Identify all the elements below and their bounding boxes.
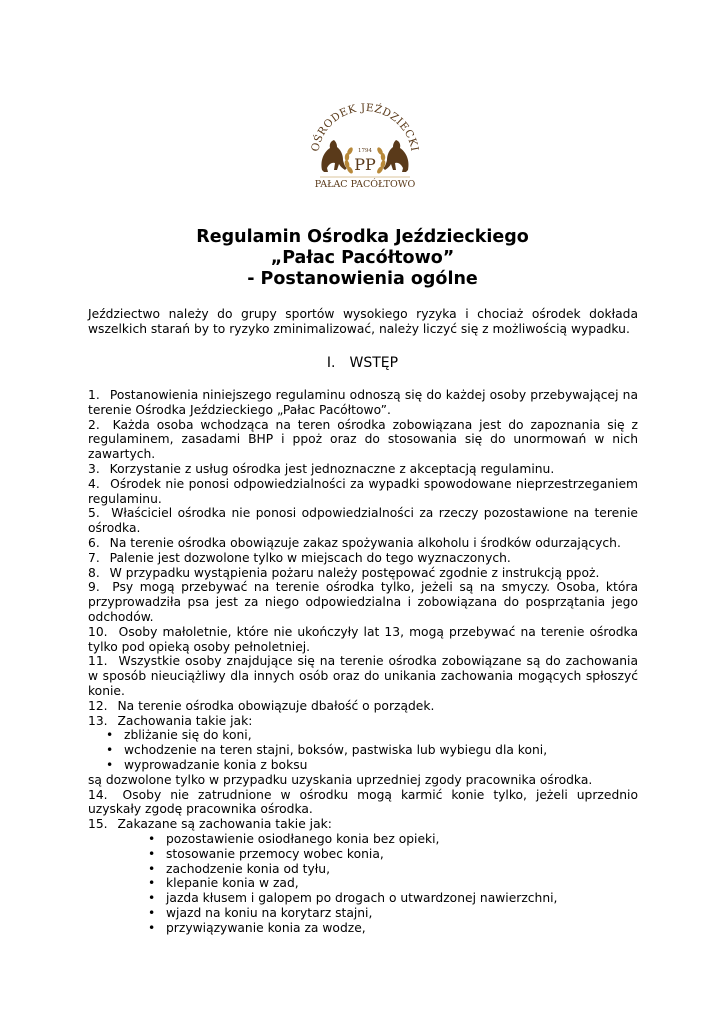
rule-item	[88, 506, 638, 536]
rule-item	[88, 566, 638, 581]
rule-item	[88, 418, 638, 462]
rule-number: 12.	[88, 698, 108, 713]
title-line-1: Regulamin Ośrodka Jeździeckiego	[196, 227, 529, 247]
rule-number: 15.	[88, 817, 108, 832]
rule-number: 8.	[88, 565, 100, 580]
rule-text: Osoby nie zatrudnione w ośrodku mogą karmić konie tylko, jeżeli uprzednio uzyskały zgodę pracownika ośrodka.	[88, 787, 638, 817]
rule-number: 13.	[88, 713, 108, 728]
section-title: WSTĘP	[349, 355, 399, 371]
logo-year: 1794	[358, 148, 372, 154]
list-item: • klepanie konia w zad,	[148, 876, 638, 891]
rule-item-13	[88, 714, 638, 729]
list-item: • stosowanie przemocy wobec konia,	[148, 847, 638, 862]
rule-text: Właściciel ośrodka nie ponosi odpowiedzialności za rzeczy pozostawione na terenie ośrodka.	[88, 506, 638, 536]
list-item: • jazda kłusem i galopem po drogach o utwardzonej nawierzchni,	[148, 891, 638, 906]
title-line-3: - Postanowienia ogólne	[247, 269, 478, 289]
rule-text: Na terenie ośrodka obowiązuje dbałość o porządek.	[117, 698, 435, 713]
rule-13-after: są dozwolone tylko w przypadku uzyskania uprzedniej zgody pracownika ośrodka.	[88, 772, 593, 787]
rule-text: Na terenie ośrodka obowiązuje zakaz spożywania alkoholu i środków odurzających.	[109, 535, 621, 550]
rule-item	[88, 580, 638, 624]
rule-item	[88, 699, 638, 714]
rule-item	[88, 462, 638, 477]
rule-15-bullets	[148, 832, 638, 936]
rule-text: Osoby małoletnie, które nie ukończyły lat 13, mogą przebywać na terenie ośrodka tylko pod opieką osoby pełnoletniej.	[88, 624, 638, 654]
logo-arc-text: OŚRODEK JEŹDZIECKI	[309, 101, 421, 153]
rule-text: Ośrodek nie ponosi odpowiedzialności za wypadki spowodowane nieprzestrzeganiem regulaminu.	[88, 476, 638, 506]
rule-text: Wszystkie osoby znajdujące się na terenie ośrodka zobowiązane są do zachowania w sposób nieuciążliwy dla innych osób oraz do unikania zachowania mogących spłoszyć konie.	[88, 654, 638, 698]
rule-item	[88, 536, 638, 551]
rule-number: 11.	[88, 654, 108, 669]
section-number: I.	[326, 355, 336, 371]
rule-text: Psy mogą przebywać na terenie ośrodka tylko, jeżeli są na smyczy. Osoba, która przyprowadziła psa jest za niego odpowiedzialna i zobowiązana do posprzątania jego odchodów.	[88, 580, 638, 624]
rule-number: 4.	[88, 476, 100, 491]
rule-number: 14.	[88, 787, 108, 802]
rule-item	[88, 388, 638, 418]
rule-number: 2.	[88, 417, 100, 432]
rule-number: 10.	[88, 624, 108, 639]
document-title	[0, 227, 725, 290]
rule-number: 1.	[88, 388, 100, 402]
rule-number: 9.	[88, 580, 100, 595]
rule-number: 7.	[88, 550, 100, 565]
list-item: • wjazd na koniu na korytarz stajni,	[148, 906, 638, 921]
horse-emblem-icon	[300, 100, 430, 195]
rule-item-14	[88, 788, 638, 818]
logo	[300, 100, 430, 195]
rule-number: 3.	[88, 461, 100, 476]
logo-monogram: PP	[354, 155, 376, 174]
list-item: • pozostawienie osiodłanego konia bez opieki,	[148, 832, 638, 847]
rule-number: 5.	[88, 506, 100, 521]
rule-number: 6.	[88, 535, 100, 550]
rule-13-bullets	[106, 728, 638, 772]
section-heading	[0, 356, 725, 371]
svg-text:OŚRODEK JEŹDZIECKI	[309, 101, 420, 153]
list-item: • wyprowadzanie konia z boksu	[106, 758, 638, 773]
rule-item	[88, 551, 638, 566]
intro-paragraph: Jeździectwo należy do grupy sportów wysokiego ryzyka i chociaż ośrodek dokłada wszelkich starań by to ryzyko zminimalizować, należy liczyć się z możliwością wypadku.	[88, 307, 638, 336]
rule-text: Zachowania takie jak:	[117, 713, 253, 728]
rule-text: Każda osoba wchodząca na teren ośrodka zobowiązana jest do zapoznania się z regulaminem, zasadami BHP i ppoż oraz do stosowania się do unormowań w nich zawartych.	[88, 417, 638, 462]
list-item: • zbliżanie się do koni,	[106, 728, 638, 743]
list-item: • zachodzenie konia od tyłu,	[148, 862, 638, 877]
list-item: • przywiązywanie konia za wodze,	[148, 921, 638, 936]
rule-item	[88, 477, 638, 507]
rule-item	[88, 625, 638, 655]
title-line-2: „Pałac Pacółtowo”	[270, 248, 455, 268]
rule-item	[88, 654, 638, 698]
rule-item-15	[88, 817, 638, 832]
rule-text: W przypadku wystąpienia pożaru należy postępować zgodnie z instrukcją ppoż.	[109, 565, 600, 580]
list-item: • wchodzenie na teren stajni, boksów, pastwiska lub wybiegu dla koni,	[106, 743, 638, 758]
rule-text: Zakazane są zachowania takie jak:	[117, 817, 332, 832]
rule-text: Palenie jest dozwolone tylko w miejscach do tego wyznaczonych.	[109, 550, 511, 565]
logo-name: PAŁAC PACÓŁTOWO	[314, 179, 416, 190]
rule-text: Korzystanie z usług ośrodka jest jednoznaczne z akceptacją regulaminu.	[109, 461, 555, 476]
rule-text: Postanowienia niniejszego regulaminu odnoszą się do każdej osoby przebywającej na terenie Ośrodka Jeździeckiego „Pałac Pacółtowo”.	[88, 388, 638, 417]
rules-list	[88, 388, 638, 935]
